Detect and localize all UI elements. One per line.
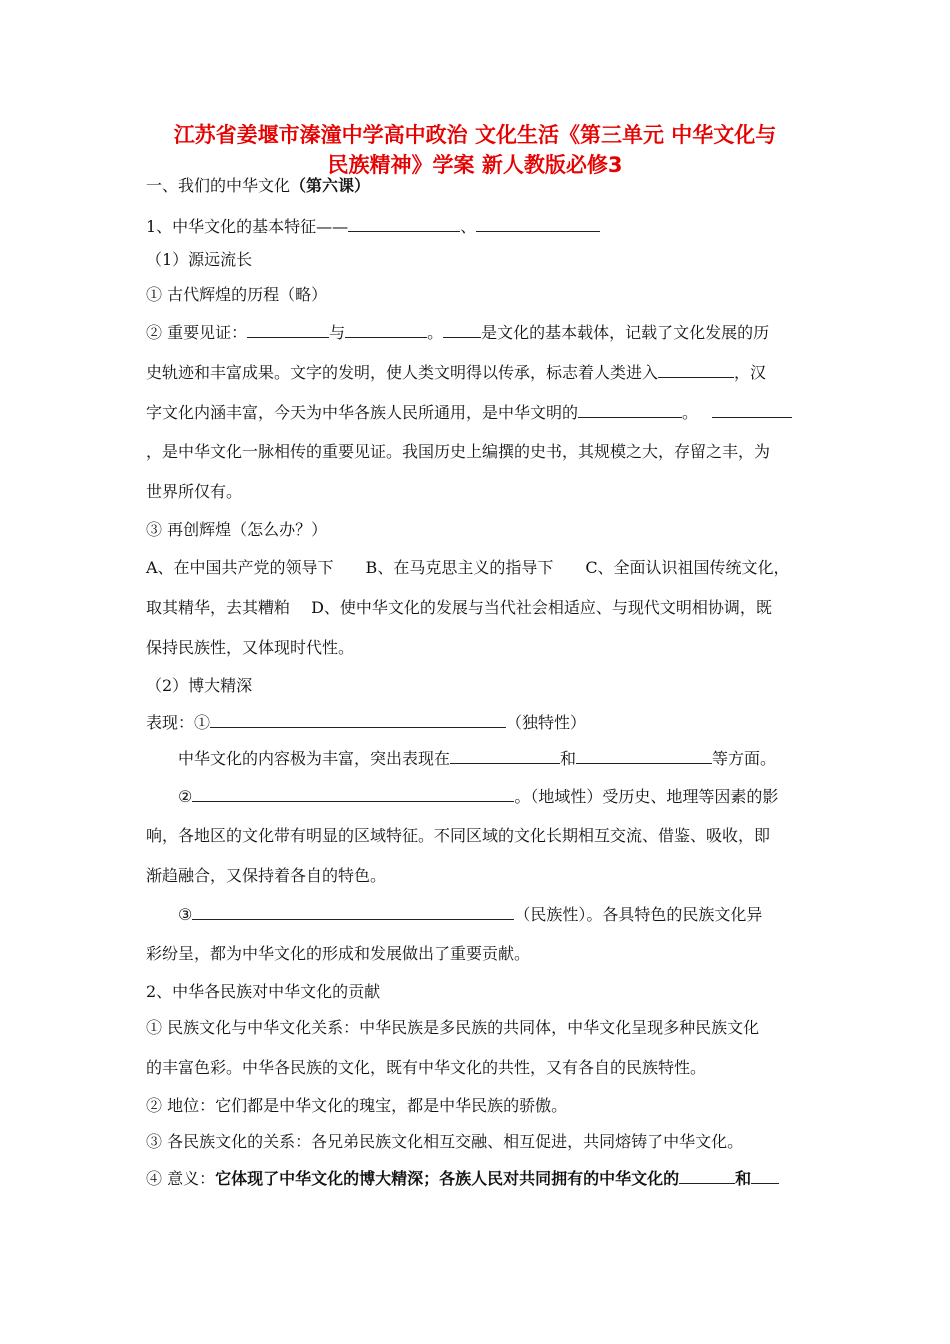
- blank: [476, 216, 600, 232]
- title-line-2: 民族精神》学案 新人教版必修3: [327, 153, 623, 177]
- paragraph: 取其精华，去其糟粕 D、使中华文化的发展与当代社会相适应、与现代文明相协调，既: [146, 598, 772, 617]
- paragraph: ③ 再创辉煌（怎么办？）: [146, 520, 328, 539]
- paragraph: ③ （民族性）。各具特色的民族文化异: [178, 905, 763, 924]
- section-heading: 一、我们的中华文化（第六课）: [146, 176, 371, 195]
- blank: [192, 904, 514, 920]
- blank: [348, 216, 460, 232]
- subheading-2: （2）博大精深: [146, 676, 253, 695]
- paragraph: A、在中国共产党的领导下 B、在马克思主义的指导下 C、全面认识祖国传统文化，: [146, 558, 790, 577]
- title-line-1: 江苏省姜堰市溱潼中学高中政治 文化生活《第三单元 中华文化与: [173, 123, 777, 147]
- blank: [247, 322, 329, 338]
- blank: [679, 1168, 735, 1184]
- document-title: [120, 120, 830, 180]
- paragraph: ① 民族文化与中华文化关系：中华民族是多民族的共同体，中华文化呈现多种民族文化: [146, 1018, 760, 1037]
- blank: [345, 322, 427, 338]
- paragraph: 表现：① （独特性）: [146, 713, 587, 732]
- paragraph: 渐趋融合，又保持着各自的特色。: [146, 866, 387, 885]
- blank: [658, 362, 734, 378]
- blank: [751, 1168, 779, 1184]
- paragraph: 响，各地区的文化带有明显的区域特征。不同区域的文化长期相互交流、借鉴、吸收，即: [146, 826, 771, 845]
- paragraph: ④ 意义：它体现了中华文化的博大精深；各族人民对共同拥有的中华文化的 和: [146, 1168, 779, 1189]
- blank: [450, 748, 560, 764]
- paragraph: 世界所仅有。: [146, 482, 243, 501]
- blank: [443, 322, 481, 338]
- paragraph: ② 。（地域性）受历史、地理等因素的影: [178, 787, 779, 806]
- paragraph: ② 重要见证： 与 。 是文化的基本载体，记载了文化发展的历: [146, 323, 770, 342]
- paragraph: 彩纷呈，都为中华文化的形成和发展做出了重要贡献。: [146, 944, 531, 963]
- paragraph: 字文化内涵丰富，今天为中华各族人民所通用，是中华文明的 。: [146, 402, 792, 423]
- paragraph: 保持民族性，又体现时代性。: [146, 638, 355, 657]
- blank: [578, 402, 682, 418]
- blank: [712, 402, 792, 418]
- blank: [576, 748, 712, 764]
- paragraph: 史轨迹和丰富成果。文字的发明，使人类文明得以传承，标志着人类进入 ，汉: [146, 363, 767, 382]
- item-1: 1、中华文化的基本特征—— 、: [146, 216, 600, 237]
- paragraph: ② 地位：它们都是中华文化的瑰宝，都是中华民族的骄傲。: [146, 1096, 568, 1115]
- blank: [210, 712, 506, 728]
- subheading-1: （1）源远流长: [146, 250, 253, 269]
- paragraph: ，是中华文化一脉相传的重要见证。我国历史上编撰的史书，其规模之大，存留之丰，为: [146, 442, 771, 461]
- paragraph: ① 古代辉煌的历程（略）: [146, 285, 328, 304]
- paragraph: 中华文化的内容极为丰富，突出表现在 和 等方面。: [178, 749, 777, 768]
- paragraph: 的丰富色彩。中华各民族的文化，既有中华文化的共性，又有各自的民族特性。: [146, 1058, 707, 1077]
- blank: [192, 786, 514, 802]
- item-2: 2、中华各民族对中华文化的贡献: [146, 982, 381, 1001]
- paragraph: ③ 各民族文化的关系：各兄弟民族文化相互交融、相互促进，共同熔铸了中华文化。: [146, 1132, 744, 1151]
